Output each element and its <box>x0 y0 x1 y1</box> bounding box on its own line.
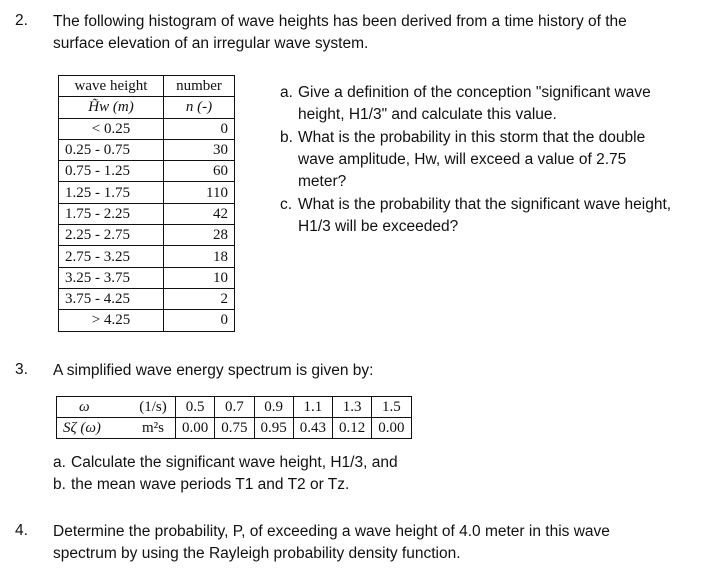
spectrum-unit: m²s <box>131 418 176 439</box>
wave-height-cell: 2.25 - 2.75 <box>59 225 164 246</box>
wave-height-cell: 2.75 - 3.25 <box>59 246 164 267</box>
q2-c-line1: What is the probability that the significant wave height, <box>298 196 672 213</box>
q2-intro-line1: The following histogram of wave heights has been derived from a time history of the <box>53 13 627 30</box>
q2-c-line2: H1/3 will be exceeded? <box>298 218 459 235</box>
header-hw-unit <box>59 97 164 118</box>
q3-a <box>53 452 398 474</box>
spectrum-label <box>57 418 132 439</box>
n-symbol: n (-) <box>185 99 213 116</box>
q2-c-label: c. <box>280 196 293 213</box>
wave-height-cell: 1.75 - 2.25 <box>59 203 164 224</box>
q3-b-text: the mean wave periods T1 and T2 or Tz. <box>71 476 350 493</box>
q2-c <box>280 194 720 238</box>
q2-b-line3: meter? <box>298 173 347 190</box>
q2-a-label: a. <box>280 84 293 101</box>
header-number: number <box>164 76 235 97</box>
table-row <box>59 246 235 267</box>
omega-unit: (1/s) <box>131 397 176 418</box>
count-cell: 10 <box>164 267 235 288</box>
q2-a-line1: Give a definition of the conception "significant wave <box>298 84 651 101</box>
wave-height-histogram-table <box>58 75 235 332</box>
spectrum-omega-row <box>57 397 412 418</box>
spectrum-value-row <box>57 418 412 439</box>
q2-b-label: b. <box>280 129 293 146</box>
spectrum-symbol: Sζ (ω) <box>63 419 101 436</box>
table-header-row <box>59 97 235 118</box>
q2-number: 2. <box>15 12 28 29</box>
q2-a-line2: height, H1/3" and calculate this value. <box>298 106 557 123</box>
spectrum-value-cell: 0.12 <box>333 418 372 439</box>
count-cell: 28 <box>164 225 235 246</box>
q2-b <box>280 127 720 193</box>
wave-height-cell: 3.25 - 3.75 <box>59 267 164 288</box>
count-cell: 18 <box>164 246 235 267</box>
table-row <box>59 288 235 309</box>
spectrum-value-cell: 0.43 <box>293 418 332 439</box>
table-row <box>59 139 235 160</box>
header-n-unit <box>164 97 235 118</box>
q3-number: 3. <box>15 361 28 378</box>
q4-text <box>53 521 610 565</box>
count-cell: 30 <box>164 139 235 160</box>
q3-b <box>53 474 398 496</box>
spectrum-value-cell: 0.75 <box>215 418 254 439</box>
q2-a <box>280 82 720 126</box>
table-row <box>59 310 235 331</box>
q4-line2: spectrum by using the Rayleigh probability density function. <box>53 545 461 562</box>
omega-symbol: ω <box>79 398 90 415</box>
header-wave-height: wave height <box>59 76 164 97</box>
q3-a-text: Calculate the significant wave height, H1/3, and <box>71 454 398 471</box>
omega-label <box>57 397 132 418</box>
q3-subquestions <box>53 452 398 496</box>
wave-height-cell: < 0.25 <box>59 118 164 139</box>
q2-subquestions <box>280 82 720 238</box>
hw-symbol: H̃w (m) <box>88 99 134 116</box>
q2-intro <box>53 11 627 55</box>
q3-intro: A simplified wave energy spectrum is given by: <box>53 362 374 379</box>
wave-spectrum-table <box>56 396 412 439</box>
table-header-row <box>59 76 235 97</box>
wave-height-cell: 3.75 - 4.25 <box>59 288 164 309</box>
table-row <box>59 225 235 246</box>
omega-value-cell: 0.9 <box>254 397 293 418</box>
table-row <box>59 161 235 182</box>
q3-b-label: b. <box>53 476 66 493</box>
count-cell: 0 <box>164 118 235 139</box>
wave-height-cell: 0.75 - 1.25 <box>59 161 164 182</box>
q3-a-label: a. <box>53 454 66 471</box>
omega-value-cell: 1.3 <box>333 397 372 418</box>
count-cell: 0 <box>164 310 235 331</box>
omega-value-cell: 0.5 <box>176 397 215 418</box>
q4-number: 4. <box>15 522 28 539</box>
omega-value-cell: 0.7 <box>215 397 254 418</box>
table-row <box>59 267 235 288</box>
spectrum-value-cell: 0.00 <box>176 418 215 439</box>
count-cell: 60 <box>164 161 235 182</box>
wave-height-cell: 1.25 - 1.75 <box>59 182 164 203</box>
table-row <box>59 203 235 224</box>
count-cell: 110 <box>164 182 235 203</box>
spectrum-value-cell: 0.00 <box>372 418 411 439</box>
table-row <box>59 118 235 139</box>
q4-line1: Determine the probability, P, of exceeding a wave height of 4.0 meter in this wave <box>53 523 610 540</box>
count-cell: 2 <box>164 288 235 309</box>
spectrum-value-cell: 0.95 <box>254 418 293 439</box>
q2-b-line2: wave amplitude, Hw, will exceed a value of 2.75 <box>298 151 627 168</box>
omega-value-cell: 1.5 <box>372 397 411 418</box>
table-row <box>59 182 235 203</box>
q2-b-line1: What is the probability in this storm that the double <box>298 129 646 146</box>
count-cell: 42 <box>164 203 235 224</box>
wave-height-cell: 0.25 - 0.75 <box>59 139 164 160</box>
omega-value-cell: 1.1 <box>293 397 332 418</box>
wave-height-cell: > 4.25 <box>59 310 164 331</box>
q2-intro-line2: surface elevation of an irregular wave system. <box>53 35 369 52</box>
